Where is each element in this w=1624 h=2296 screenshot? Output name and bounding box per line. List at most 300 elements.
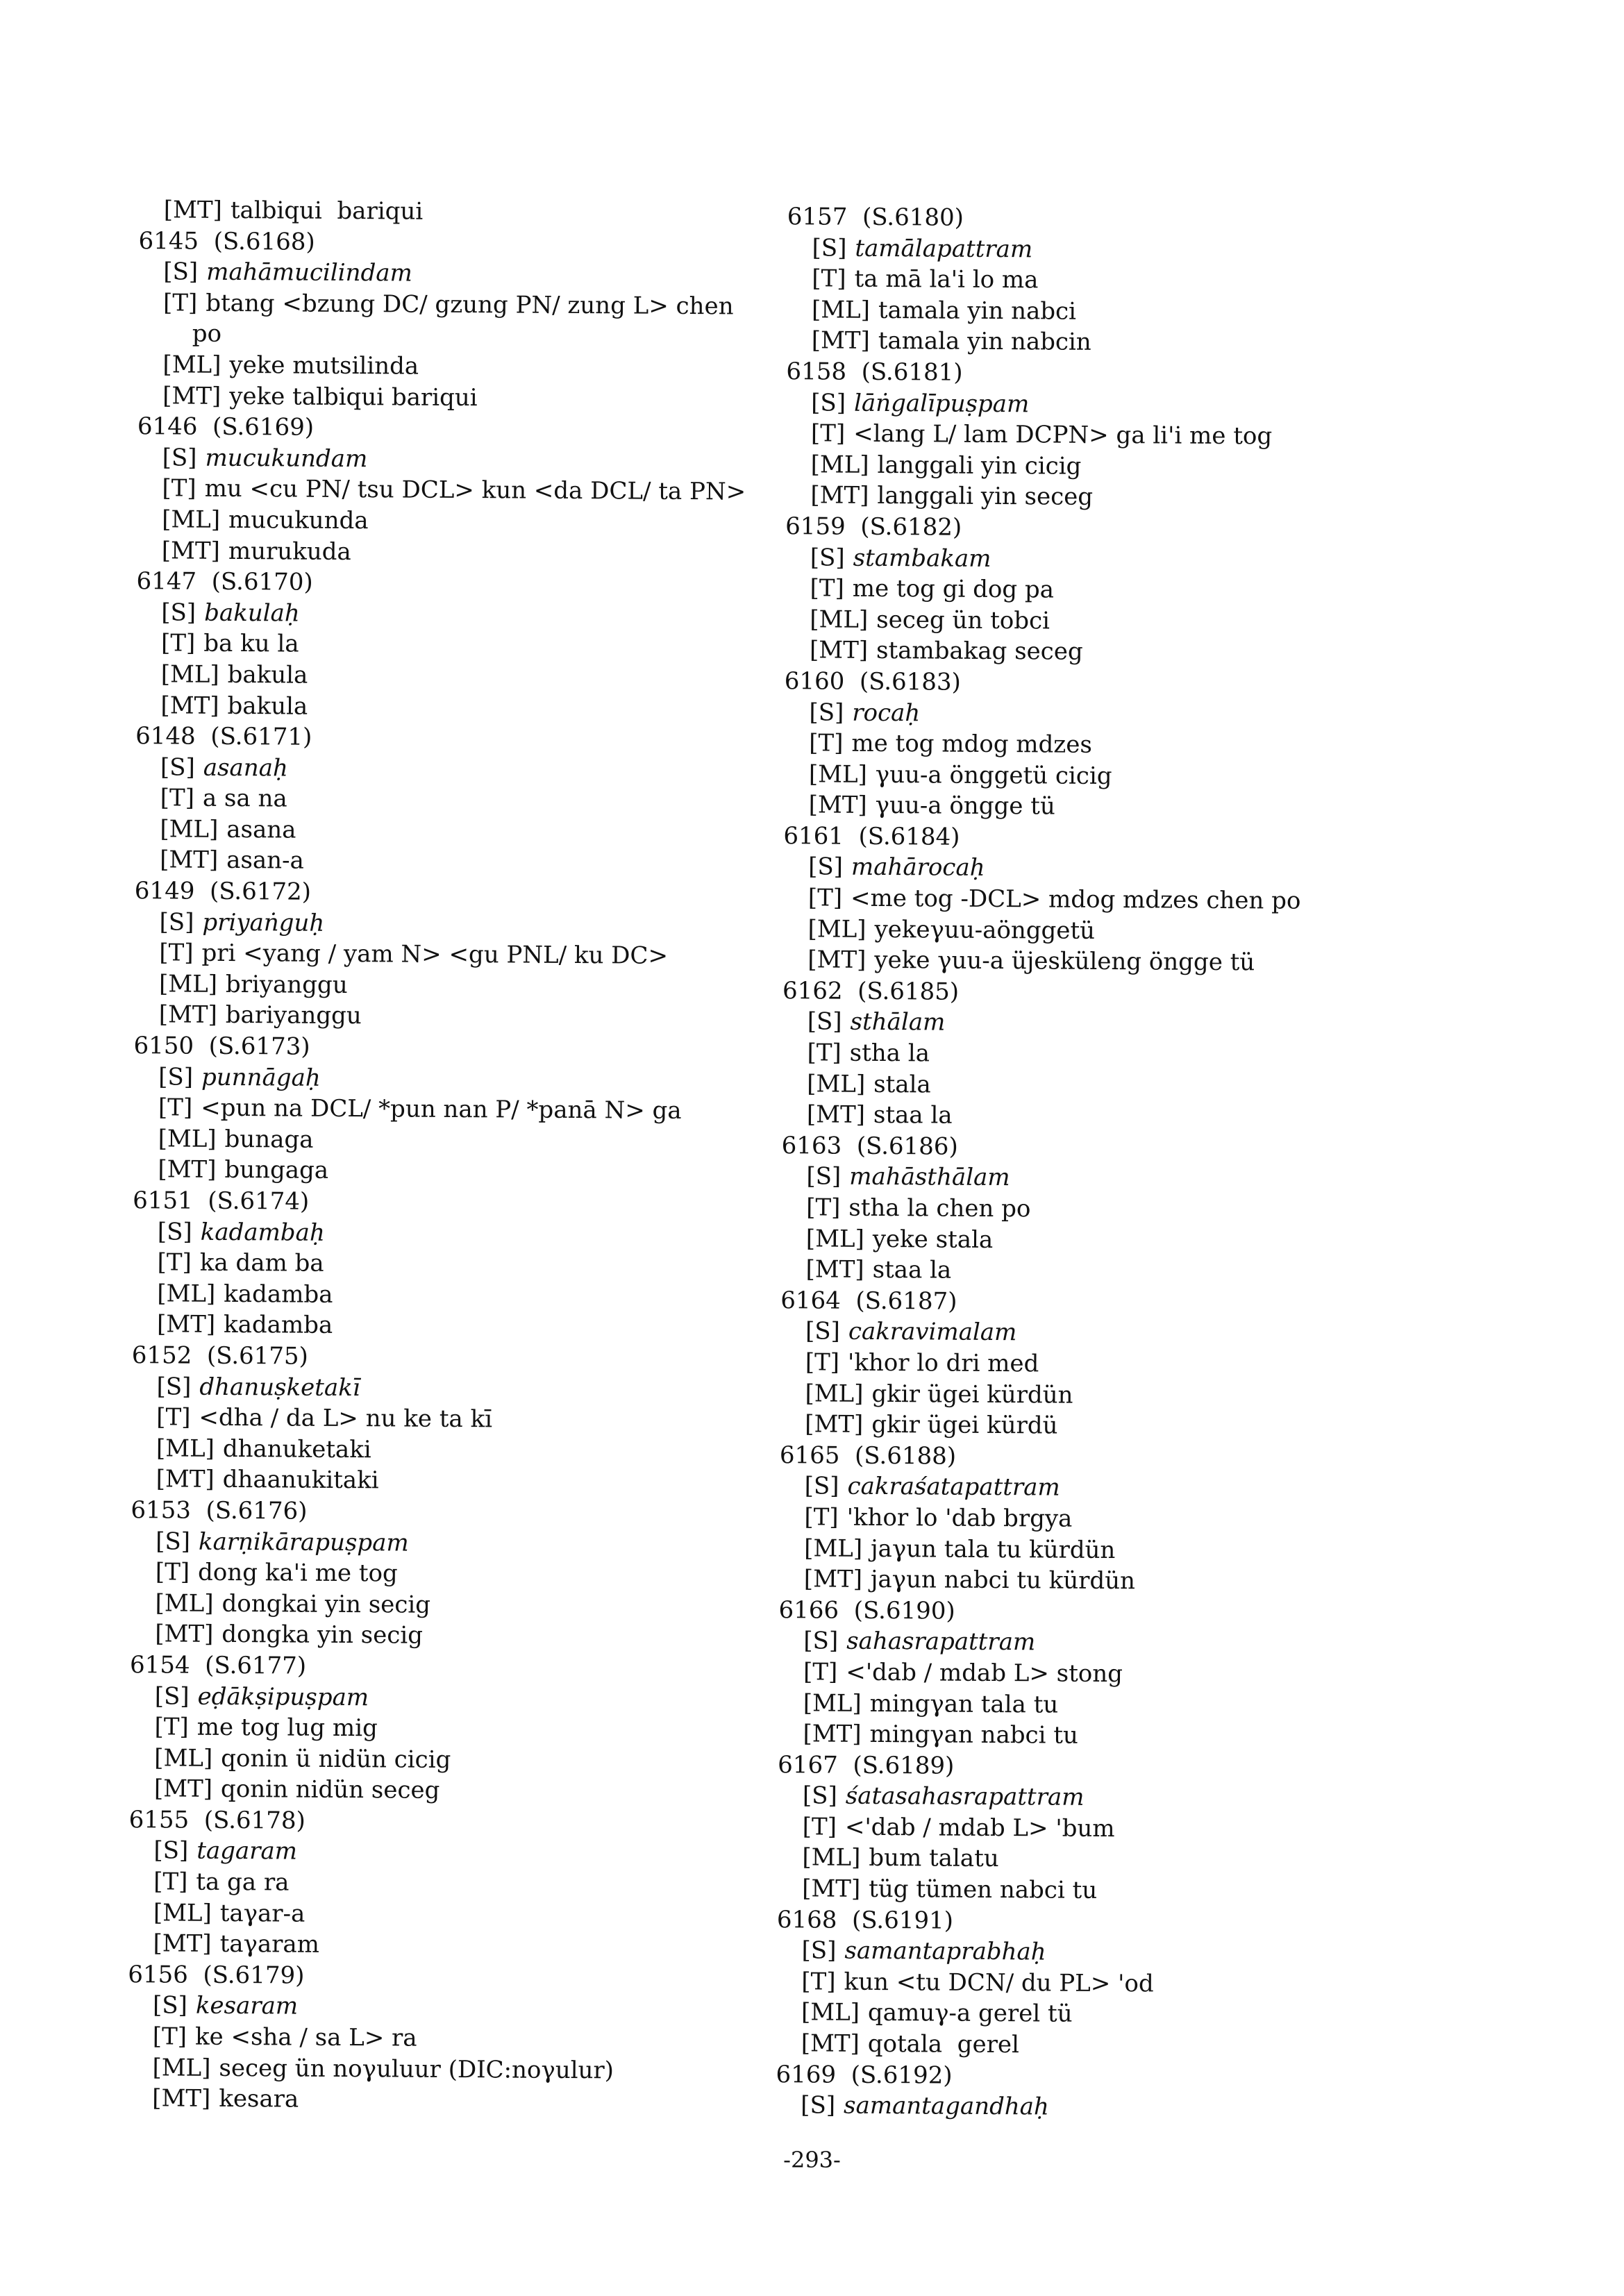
entry-field (769, 789, 1553, 825)
left-column (112, 194, 783, 2118)
field-tag: [S] (163, 258, 199, 286)
field-value: staa la (872, 1256, 952, 1284)
entry-field (762, 1873, 1546, 1909)
field-tag: [ML] (160, 660, 219, 689)
entry-field (116, 1464, 776, 1498)
entry-number: 6150 (S.6173) (133, 1032, 310, 1061)
entry-field (764, 1502, 1548, 1537)
field-tag: [T] (809, 729, 844, 757)
entry-field (121, 597, 780, 632)
field-value: <pun na DCL/ *pun nan P/ *panā N> ga (201, 1093, 682, 1125)
entry-field (114, 1773, 773, 1808)
entry-field (118, 1123, 778, 1158)
entry-field (118, 1092, 778, 1127)
field-tag: [T] (162, 474, 196, 503)
entry-number: 6148 (S.6171) (135, 722, 312, 751)
entry-field (114, 1711, 773, 1746)
field-tag: [T] (160, 784, 195, 812)
entry-field (122, 504, 781, 539)
field-tag: [S] (808, 853, 844, 882)
field-tag: [S] (156, 1372, 192, 1401)
field-value: qonin nidün seceg (220, 1775, 440, 1805)
field-tag: [T] (802, 1813, 837, 1841)
field-value: taγaram (219, 1930, 320, 1959)
field-value: asana (226, 815, 296, 844)
field-value: stala (873, 1070, 931, 1099)
entry-field (123, 256, 782, 291)
field-value: bunaga (224, 1125, 314, 1154)
right-column (760, 201, 1557, 2126)
entry-number: 6166 (S.6190) (778, 1595, 955, 1625)
field-tag: [ML] (805, 1379, 864, 1408)
field-value: qonin ü nidün cicig (221, 1744, 451, 1774)
field-tag: [S] (810, 543, 845, 572)
field-value: tamala yin nabci (878, 296, 1077, 326)
field-tag: [T] (159, 939, 194, 967)
field-value: briyanggu (225, 970, 348, 999)
field-value: asanaḥ (203, 753, 288, 782)
field-value: langgali yin cicig (877, 451, 1082, 480)
field-tag: [ML] (807, 1069, 866, 1098)
field-tag: [S] (801, 2091, 836, 2120)
field-value: sthālam (850, 1008, 946, 1037)
entry-field (763, 1687, 1548, 1723)
entry-field (771, 294, 1556, 330)
entry-field (761, 1997, 1546, 2032)
entry-field (764, 1378, 1549, 1414)
field-value: seceg ün tobci (876, 605, 1050, 635)
field-tag: [T] (807, 1039, 842, 1067)
field-tag: [MT] (803, 1565, 863, 1593)
entry-number: 6149 (S.6172) (134, 877, 312, 906)
field-tag: [T] (160, 629, 196, 657)
entry-field (768, 851, 1552, 887)
field-tag: [T] (801, 1968, 836, 1996)
entry-field (767, 944, 1552, 980)
field-tag: [S] (805, 1317, 841, 1346)
entry-field (118, 1062, 778, 1096)
field-value: γuu-a öngge tü (875, 791, 1055, 821)
field-tag: [S] (802, 1782, 837, 1810)
field-tag: [S] (803, 1627, 839, 1655)
field-value: γuu-a önggetü cicig (875, 760, 1112, 790)
entry-field (119, 937, 778, 972)
entry-field (769, 696, 1553, 732)
entry-field (123, 287, 782, 322)
entry-field (767, 1006, 1552, 1041)
field-value: lāṅgalīpuṣpam (853, 389, 1030, 418)
field-value: kadamba (224, 1280, 333, 1309)
entry-field (771, 263, 1556, 299)
field-value: rocaḥ (852, 698, 921, 727)
field-value: ke <sha / sa L> ra (194, 2022, 417, 2052)
field-value: dhanuṣketakī (199, 1373, 360, 1402)
field-value: yeke stala (872, 1225, 994, 1254)
field-tag: [MT] (160, 846, 219, 875)
entry-field (771, 449, 1555, 485)
field-tag: [MT] (155, 1620, 214, 1649)
entry-number: 6152 (S.6175) (131, 1341, 308, 1371)
field-value: punnāgaḥ (201, 1063, 321, 1092)
field-tag: [ML] (805, 1224, 864, 1253)
entry-field (769, 573, 1554, 608)
field-value: samantagandhaḥ (843, 2091, 1050, 2121)
entry-field (117, 1154, 777, 1189)
field-value: ta mā la'i lo ma (854, 265, 1039, 294)
field-value: dongka yin secig (221, 1620, 424, 1650)
field-tag: [S] (804, 1472, 839, 1500)
entry-number: 6165 (S.6188) (779, 1441, 957, 1470)
field-tag: [MT] (802, 1875, 861, 1903)
field-tag: [ML] (156, 1434, 215, 1463)
field-value: qotala gerel (867, 2029, 1020, 2059)
entry-number: 6153 (S.6176) (131, 1496, 308, 1525)
entry-field (767, 1099, 1551, 1134)
entry-field (761, 1966, 1546, 2002)
entry-field (762, 1780, 1547, 1816)
field-tag: [S] (159, 907, 194, 937)
field-value: me tog lug mig (196, 1713, 378, 1743)
field-tag: [T] (804, 1503, 839, 1532)
field-tag: [ML] (158, 970, 218, 998)
field-value: mahārocaḥ (851, 853, 985, 882)
field-tag: [MT] (803, 1720, 862, 1748)
field-tag: [ML] (162, 351, 221, 379)
field-tag: [S] (811, 388, 846, 417)
entry-field (764, 1409, 1549, 1444)
entry-number: 6154 (S.6177) (129, 1651, 307, 1680)
field-value: mingγan tala tu (869, 1689, 1059, 1719)
field-value: <me tog -DCL> mdog mdzes chen po (850, 884, 1301, 915)
field-value: mucukundam (205, 444, 368, 473)
field-tag: [MT] (808, 791, 867, 820)
field-tag: [MT] (809, 636, 869, 665)
field-tag: [MT] (152, 2084, 211, 2113)
field-value: <'dab / mdab L> stong (846, 1658, 1123, 1689)
entry-field (113, 1866, 773, 1901)
field-tag: [T] (805, 1348, 840, 1377)
field-tag: [MT] (801, 2029, 860, 2058)
field-tag: [ML] (801, 1998, 860, 2027)
entry-field (761, 2028, 1546, 2063)
field-value: bungaga (224, 1156, 329, 1185)
entry-field (764, 1470, 1549, 1506)
field-tag: [S] (807, 1007, 842, 1037)
entry-field (119, 969, 778, 1003)
entry-number: 6147 (S.6170) (136, 567, 313, 596)
field-value: kesaram (195, 1992, 299, 2021)
field-value: tüg tümen nabci tu (869, 1875, 1098, 1904)
field-value: samantaprabhaḥ (844, 1936, 1046, 1966)
field-value: asan-a (226, 846, 304, 875)
field-tag: [S] (812, 233, 847, 262)
field-value: tamālapattram (855, 234, 1033, 263)
field-value: 'khor lo dri med (847, 1348, 1039, 1378)
entry-number: 6162 (S.6185) (782, 976, 960, 1006)
entry-field (112, 2052, 771, 2087)
field-value: priyaṅguḥ (202, 908, 325, 937)
field-value: dhaanukitaki (222, 1466, 379, 1495)
field-value: <lang L/ lam DCPN> ga li'i me tog (853, 419, 1273, 451)
entry-field (119, 907, 778, 941)
field-tag: [S] (801, 1936, 837, 1965)
entry-field (122, 442, 782, 477)
entry-field (764, 1532, 1548, 1568)
field-tag: [S] (153, 1836, 189, 1866)
entry-field (769, 759, 1553, 794)
entry-field (120, 689, 780, 724)
field-value: bum talatu (869, 1844, 999, 1873)
field-tag: [T] (155, 1558, 190, 1586)
field-tag: [MT] (806, 1100, 866, 1130)
field-value: gkir ügei kürdü (871, 1411, 1058, 1440)
entry-field (119, 814, 779, 848)
entry-number: 6146 (S.6169) (137, 412, 315, 442)
entry-field (113, 1835, 773, 1870)
entry-field (767, 1069, 1551, 1104)
field-tag: [MT] (810, 481, 869, 510)
field-tag: [ML] (154, 1744, 213, 1773)
field-value: a sa na (202, 784, 287, 813)
field-value: yekeγuu-aönggetü (874, 915, 1096, 945)
field-value: cakravimalam (848, 1318, 1017, 1347)
field-value: <dha / da L> nu ke ta kī (199, 1403, 493, 1434)
field-value: <'dab / mdab L> 'bum (844, 1813, 1115, 1843)
field-tag: [T] (156, 1403, 191, 1432)
entry-field (768, 882, 1552, 918)
field-value: me tog gi dog pa (852, 574, 1055, 604)
field-tag: [ML] (807, 914, 867, 944)
entry-number: 6157 (S.6180) (787, 203, 964, 232)
field-value: btang <bzung DC/ gzung PN/ zung L> chen (206, 289, 734, 321)
entry-number: 6169 (S.6192) (776, 2060, 953, 2090)
field-value: stha la (849, 1039, 930, 1068)
field-tag: [MT] (158, 1000, 217, 1030)
field-tag: [S] (157, 1217, 192, 1246)
entry-field (121, 659, 780, 694)
field-value: bariyanggu (225, 1001, 362, 1030)
entry-number: 6145 (S.6168) (138, 226, 315, 256)
entry-field (115, 1557, 775, 1591)
field-value: jaγun nabci tu kürdün (870, 1566, 1136, 1595)
entry-field (761, 1935, 1546, 1970)
field-tag: [S] (809, 698, 844, 727)
entry-field (112, 2083, 771, 2118)
entry-field (117, 1247, 776, 1282)
field-tag: [ML] (158, 1125, 217, 1153)
field-tag: [T] (812, 265, 846, 293)
entry-field (765, 1316, 1550, 1351)
field-tag: [T] (153, 1868, 188, 1896)
field-value: dongkai yin secig (221, 1589, 431, 1619)
field-value: seceg ün noγuluur (DIC:noγulur) (219, 2054, 614, 2084)
field-tag: [MT] (805, 1255, 864, 1284)
field-tag: [T] (162, 289, 198, 317)
entry-field (112, 1928, 772, 1963)
entry-number: 6168 (S.6191) (776, 1905, 954, 1935)
field-tag: [MT] (805, 1410, 864, 1439)
field-value: langgali yin seceg (877, 482, 1094, 512)
field-tag: [ML] (152, 2053, 211, 2082)
field-value: stambakag seceg (876, 637, 1083, 667)
field-value: bakulaḥ (204, 598, 300, 628)
entry-field (763, 1657, 1548, 1692)
field-tag: [T] (803, 1658, 838, 1686)
entry-field (122, 380, 782, 415)
field-tag: [T] (158, 1093, 193, 1122)
field-tag: [ML] (162, 505, 221, 534)
field-value: mu <cu PN/ tsu DCL> kun <da DCL/ ta PN> (204, 475, 746, 506)
entry-number: 6163 (S.6186) (781, 1131, 958, 1161)
entry-field (765, 1254, 1550, 1289)
entry-field (766, 1223, 1550, 1259)
field-value: staa la (873, 1101, 953, 1130)
entry-field (767, 914, 1552, 949)
entry-field (115, 1588, 774, 1623)
field-tag: [MT] (156, 1465, 215, 1494)
field-value: mahāmucilindam (206, 258, 412, 287)
field-tag: [T] (154, 1713, 189, 1741)
entry-field (115, 1680, 774, 1715)
field-tag: [ML] (808, 760, 868, 789)
entry-field (116, 1433, 776, 1468)
field-value: bakula (227, 660, 308, 689)
entry-continuation: po (192, 319, 222, 349)
field-tag: [T] (810, 419, 846, 448)
entry-field (124, 194, 783, 229)
entry-field (771, 387, 1555, 423)
field-value: gkir ügei kürdün (871, 1380, 1073, 1409)
entry-field (763, 1625, 1548, 1661)
field-value: mingγan nabci tu (869, 1720, 1078, 1750)
field-value: pri <yang / yam N> <gu PNL/ ku DC> (201, 939, 669, 971)
entry-field (760, 2090, 1545, 2125)
entry-field (765, 1347, 1550, 1382)
field-tag: [T] (810, 574, 844, 603)
entry-number: 6167 (S.6189) (778, 1750, 955, 1780)
field-tag: [S] (152, 1991, 188, 2020)
field-tag: [ML] (157, 1280, 216, 1308)
field-tag: [ML] (802, 1843, 861, 1872)
field-value: mahāsthālam (849, 1163, 1010, 1192)
field-value: kesara (219, 2085, 299, 2113)
field-value: jaγun tala tu kürdün (870, 1534, 1116, 1564)
entry-number: 6161 (S.6184) (783, 821, 960, 851)
field-value: qamuγ-a gerel tü (867, 1999, 1073, 2029)
field-tag: [MT] (807, 946, 867, 975)
entry-field (762, 1842, 1546, 1877)
field-value: ka dam ba (199, 1248, 324, 1277)
field-tag: [S] (160, 753, 195, 782)
field-value: taγar-a (219, 1899, 305, 1928)
field-value: yeke talbiqui bariqui (229, 382, 478, 412)
field-tag: [MT] (153, 1929, 212, 1959)
field-tag: [T] (807, 884, 843, 912)
entry-field (121, 628, 780, 662)
field-tag: [ML] (804, 1534, 863, 1563)
field-tag: [ML] (803, 1689, 862, 1718)
field-tag: [MT] (163, 196, 223, 224)
field-tag: [T] (157, 1248, 192, 1277)
entry-number: 6164 (S.6187) (780, 1286, 957, 1316)
entry-field (115, 1618, 774, 1653)
entry-field (762, 1718, 1547, 1754)
entry-number: 6159 (S.6182) (785, 512, 962, 542)
field-tag: [MT] (160, 691, 219, 720)
field-value: ba ku la (203, 630, 299, 658)
entry-field (771, 233, 1556, 268)
entry-field (766, 1161, 1550, 1196)
field-value: kun <tu DCN/ du PL> 'od (844, 1968, 1154, 1998)
entry-number: 6151 (S.6174) (133, 1187, 310, 1216)
field-tag: [S] (158, 1062, 194, 1091)
entry-field (769, 604, 1554, 639)
entry-field (117, 1309, 776, 1343)
entry-field (117, 1216, 777, 1251)
field-value: karṇikārapuṣpam (198, 1527, 409, 1557)
entry-field (113, 1897, 773, 1932)
entry-field (112, 1990, 772, 2025)
field-tag: [S] (154, 1682, 190, 1711)
entry-field (764, 1564, 1548, 1599)
field-value: dhanuketaki (222, 1434, 371, 1464)
entry-field (770, 542, 1555, 578)
field-value: eḍākṣipuṣpam (197, 1682, 369, 1711)
field-tag: [MT] (153, 1775, 213, 1804)
field-tag: [T] (806, 1193, 841, 1222)
field-value: mucukunda (228, 505, 369, 535)
field-tag: [ML] (810, 605, 869, 634)
entry-field (120, 752, 780, 787)
entry-field (762, 1811, 1547, 1847)
field-value: tamala yin nabcin (878, 327, 1091, 357)
field-tag: [ML] (160, 815, 219, 844)
field-value: stambakam (853, 544, 991, 573)
entry-field (120, 782, 780, 817)
field-value: me tog mdog mdzes (851, 729, 1092, 759)
field-value: ta ga ra (196, 1868, 290, 1897)
entry-field (122, 535, 781, 570)
field-value: murukuda (228, 537, 351, 566)
field-value: cakraśatapattram (847, 1473, 1060, 1502)
field-tag: [S] (161, 598, 196, 627)
field-tag: [ML] (811, 296, 871, 324)
field-value: stha la chen po (848, 1193, 1031, 1223)
field-value: 'khor lo 'dab brgya (846, 1503, 1073, 1533)
entry-number: 6155 (S.6178) (128, 1805, 305, 1835)
field-tag: [MT] (158, 1155, 217, 1184)
entry-field (119, 844, 779, 879)
field-tag: [T] (152, 2022, 187, 2051)
field-value: sahasrapattram (846, 1627, 1036, 1657)
entry-field (770, 480, 1555, 515)
entry-field (117, 1278, 776, 1313)
entry-field (771, 418, 1555, 453)
field-value: yeke mutsilinda (229, 351, 419, 380)
entry-field (766, 1192, 1550, 1227)
field-tag: [MT] (811, 326, 870, 355)
field-tag: [MT] (161, 536, 221, 565)
field-value: kadamba (223, 1311, 333, 1340)
field-tag: [S] (806, 1162, 842, 1191)
entry-number: 6156 (S.6179) (128, 1960, 305, 1990)
field-tag: [ML] (153, 1898, 212, 1927)
entry-field (767, 1037, 1551, 1073)
field-value: talbiqui bariqui (230, 196, 424, 226)
field-tag: [S] (156, 1527, 191, 1556)
entry-field (116, 1371, 776, 1406)
entry-field (115, 1525, 775, 1560)
